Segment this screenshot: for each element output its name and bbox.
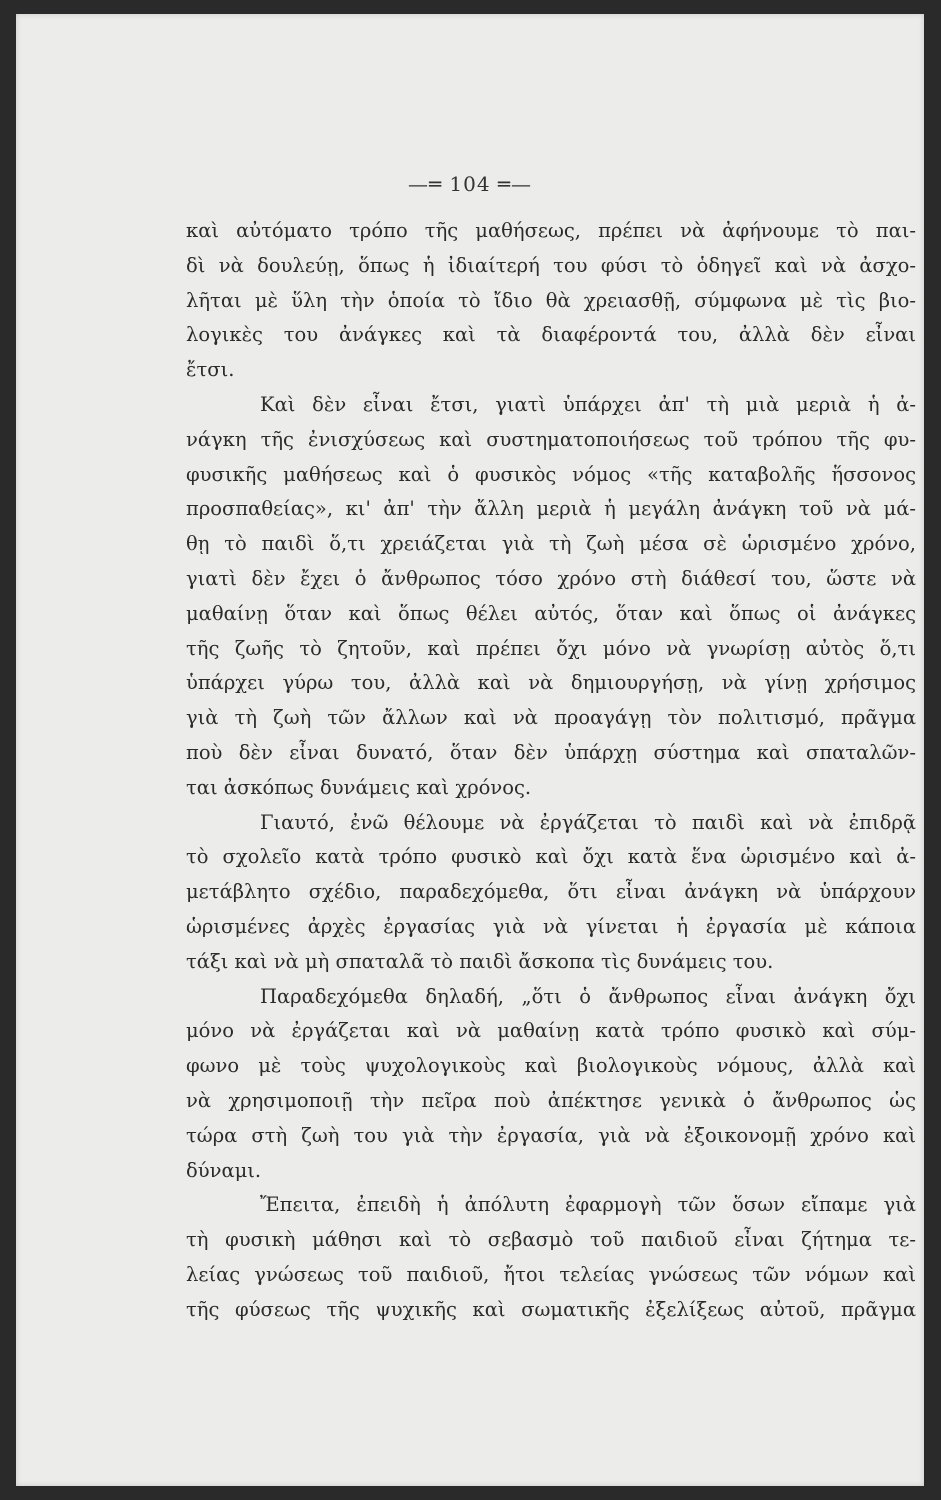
text-line: θῃ τὸ παιδὶ ὅ,τι χρειάζεται γιὰ τὴ ζωὴ μέσα σὲ ὡρισμένο χρόνο,: [186, 532, 916, 556]
text-line: φυσικῆς μαθήσεως καὶ ὁ φυσικὸς νόμος «τῆς καταβολῆς ἥσσονος: [186, 462, 916, 486]
text-line: ὡρισμένες ἀρχὲς ἐργασίας γιὰ νὰ γίνεται ἡ ἐργασία μὲ κάποια: [186, 914, 916, 938]
text-line: γιατὶ δὲν ἔχει ὁ ἄνθρωπος τόσο χρόνο στὴ διάθεσί του, ὥστε νὰ: [186, 566, 916, 590]
text-line: μετάβλητο σχέδιο, παραδεχόμεθα, ὅτι εἶναι ἀνάγκη νὰ ὑπάρχουν: [186, 880, 916, 904]
text-line: τὸ σχολεῖο κατὰ τρόπο φυσικὸ καὶ ὄχι κατὰ ἕνα ὡρισμένο καὶ ἀ-: [186, 845, 916, 869]
text-line: φωνο μὲ τοὺς ψυχολογικοὺς καὶ βιολογικοὺς νόμους, ἀλλὰ καὶ: [186, 1054, 916, 1078]
text-line: ὑπάρχει γύρω του, ἀλλὰ καὶ νὰ δημιουργήσῃ, νὰ γίνῃ χρήσιμος: [186, 671, 916, 695]
text-line: τὴ φυσικὴ μάθησι καὶ τὸ σεβασμὸ τοῦ παιδιοῦ εἶναι ζήτημα τε-: [186, 1228, 916, 1252]
text-line: προσπαθείας», κι' ἀπ' τὴν ἄλλη μεριὰ ἡ μεγάλη ἀνάγκη τοῦ νὰ μά-: [186, 497, 916, 521]
text-line: καὶ αὐτόματο τρόπο τῆς μαθήσεως, πρέπει νὰ ἀφήνουμε τὸ παι-: [186, 219, 916, 242]
text-line: λῆται μὲ ὕλη τὴν ὁποία τὸ ἴδιο θὰ χρειασθῇ, σύμφωνα μὲ τὶς βιο-: [186, 288, 916, 312]
text-line: μαθαίνῃ ὅταν καὶ ὅπως θέλει αὐτός, ὅταν καὶ ὅπως οἱ ἀνάγκες: [186, 601, 916, 625]
text-line: Ἔπειτα, ἐπειδὴ ἡ ἀπόλυτη ἐφαρμογὴ τῶν ὅσων εἴπαμε γιὰ: [260, 1193, 916, 1217]
text-line: τώρα στὴ ζωὴ του γιὰ τὴν ἐργασία, γιὰ νὰ ἐξοικονομῇ χρόνο καὶ: [186, 1123, 916, 1147]
text-line: μόνο νὰ ἐργάζεται καὶ νὰ μαθαίνῃ κατὰ τρόπο φυσικὸ καὶ σύμ-: [186, 1019, 916, 1043]
text-line: νάγκη τῆς ἐνισχύσεως καὶ συστηματοποιήσεως τοῦ τρόπου τῆς φυ-: [186, 427, 916, 451]
text-line: τάξι καὶ νὰ μὴ σπαταλᾶ τὸ παιδὶ ἄσκοπα τὶς δυνάμεις του.: [186, 949, 774, 973]
text-line: λείας γνώσεως τοῦ παιδιοῦ, ἤτοι τελείας γνώσεως τῶν νόμων καὶ: [186, 1262, 916, 1286]
text-line: ται ἀσκόπως δυνάμεις καὶ χρόνος.: [186, 775, 532, 799]
text-line: Παραδεχόμεθα δηλαδή, „ὅτι ὁ ἄνθρωπος εἶναι ἀνάγκη ὄχι: [260, 984, 916, 1008]
text-line: Καὶ δὲν εἶναι ἔτσι, γιατὶ ὑπάρχει ἀπ' τὴ μιὰ μεριὰ ἡ ἀ-: [260, 392, 916, 416]
text-line: δύναμι.: [186, 1158, 262, 1182]
book-page: [16, 14, 924, 1486]
text-line: λογικὲς του ἀνάγκες καὶ τὰ διαφέροντά του, ἀλλὰ δὲν εἶναι: [186, 323, 916, 347]
text-line: νὰ χρησιμοποιῇ τὴν πεῖρα ποὺ ἀπέκτησε γενικὰ ὁ ἄνθρωπος ὡς: [186, 1088, 916, 1112]
text-line: ἔτσι.: [186, 358, 235, 382]
text-line: ποὺ δὲν εἶναι δυνατό, ὅταν δὲν ὑπάρχῃ σύστημα καὶ σπαταλῶν-: [186, 740, 916, 764]
text-line: δὶ νὰ δουλεύῃ, ὅπως ἡ ἰδιαίτερή του φύσι τὸ ὁδηγεῖ καὶ νὰ ἀσχο-: [186, 253, 916, 277]
text-line: τῆς ζωῆς τὸ ζητοῦν, καὶ πρέπει ὄχι μόνο νὰ γνωρίσῃ αὐτὸς ὅ,τι: [186, 636, 916, 660]
text-line: τῆς φύσεως τῆς ψυχικῆς καὶ σωματικῆς ἐξελίξεως αὐτοῦ, πρᾶγμα: [186, 1297, 916, 1321]
text-line: γιὰ τὴ ζωὴ τῶν ἄλλων καὶ νὰ προαγάγῃ τὸν πολιτισμό, πρᾶγμα: [186, 706, 916, 730]
page-number: —═ 104 ═—: [408, 172, 532, 196]
page-body: [186, 214, 916, 1328]
text-line: Γιαυτό, ἐνῶ θέλουμε νὰ ἐργάζεται τὸ παιδὶ καὶ νὰ ἐπιδρᾷ: [260, 810, 916, 834]
